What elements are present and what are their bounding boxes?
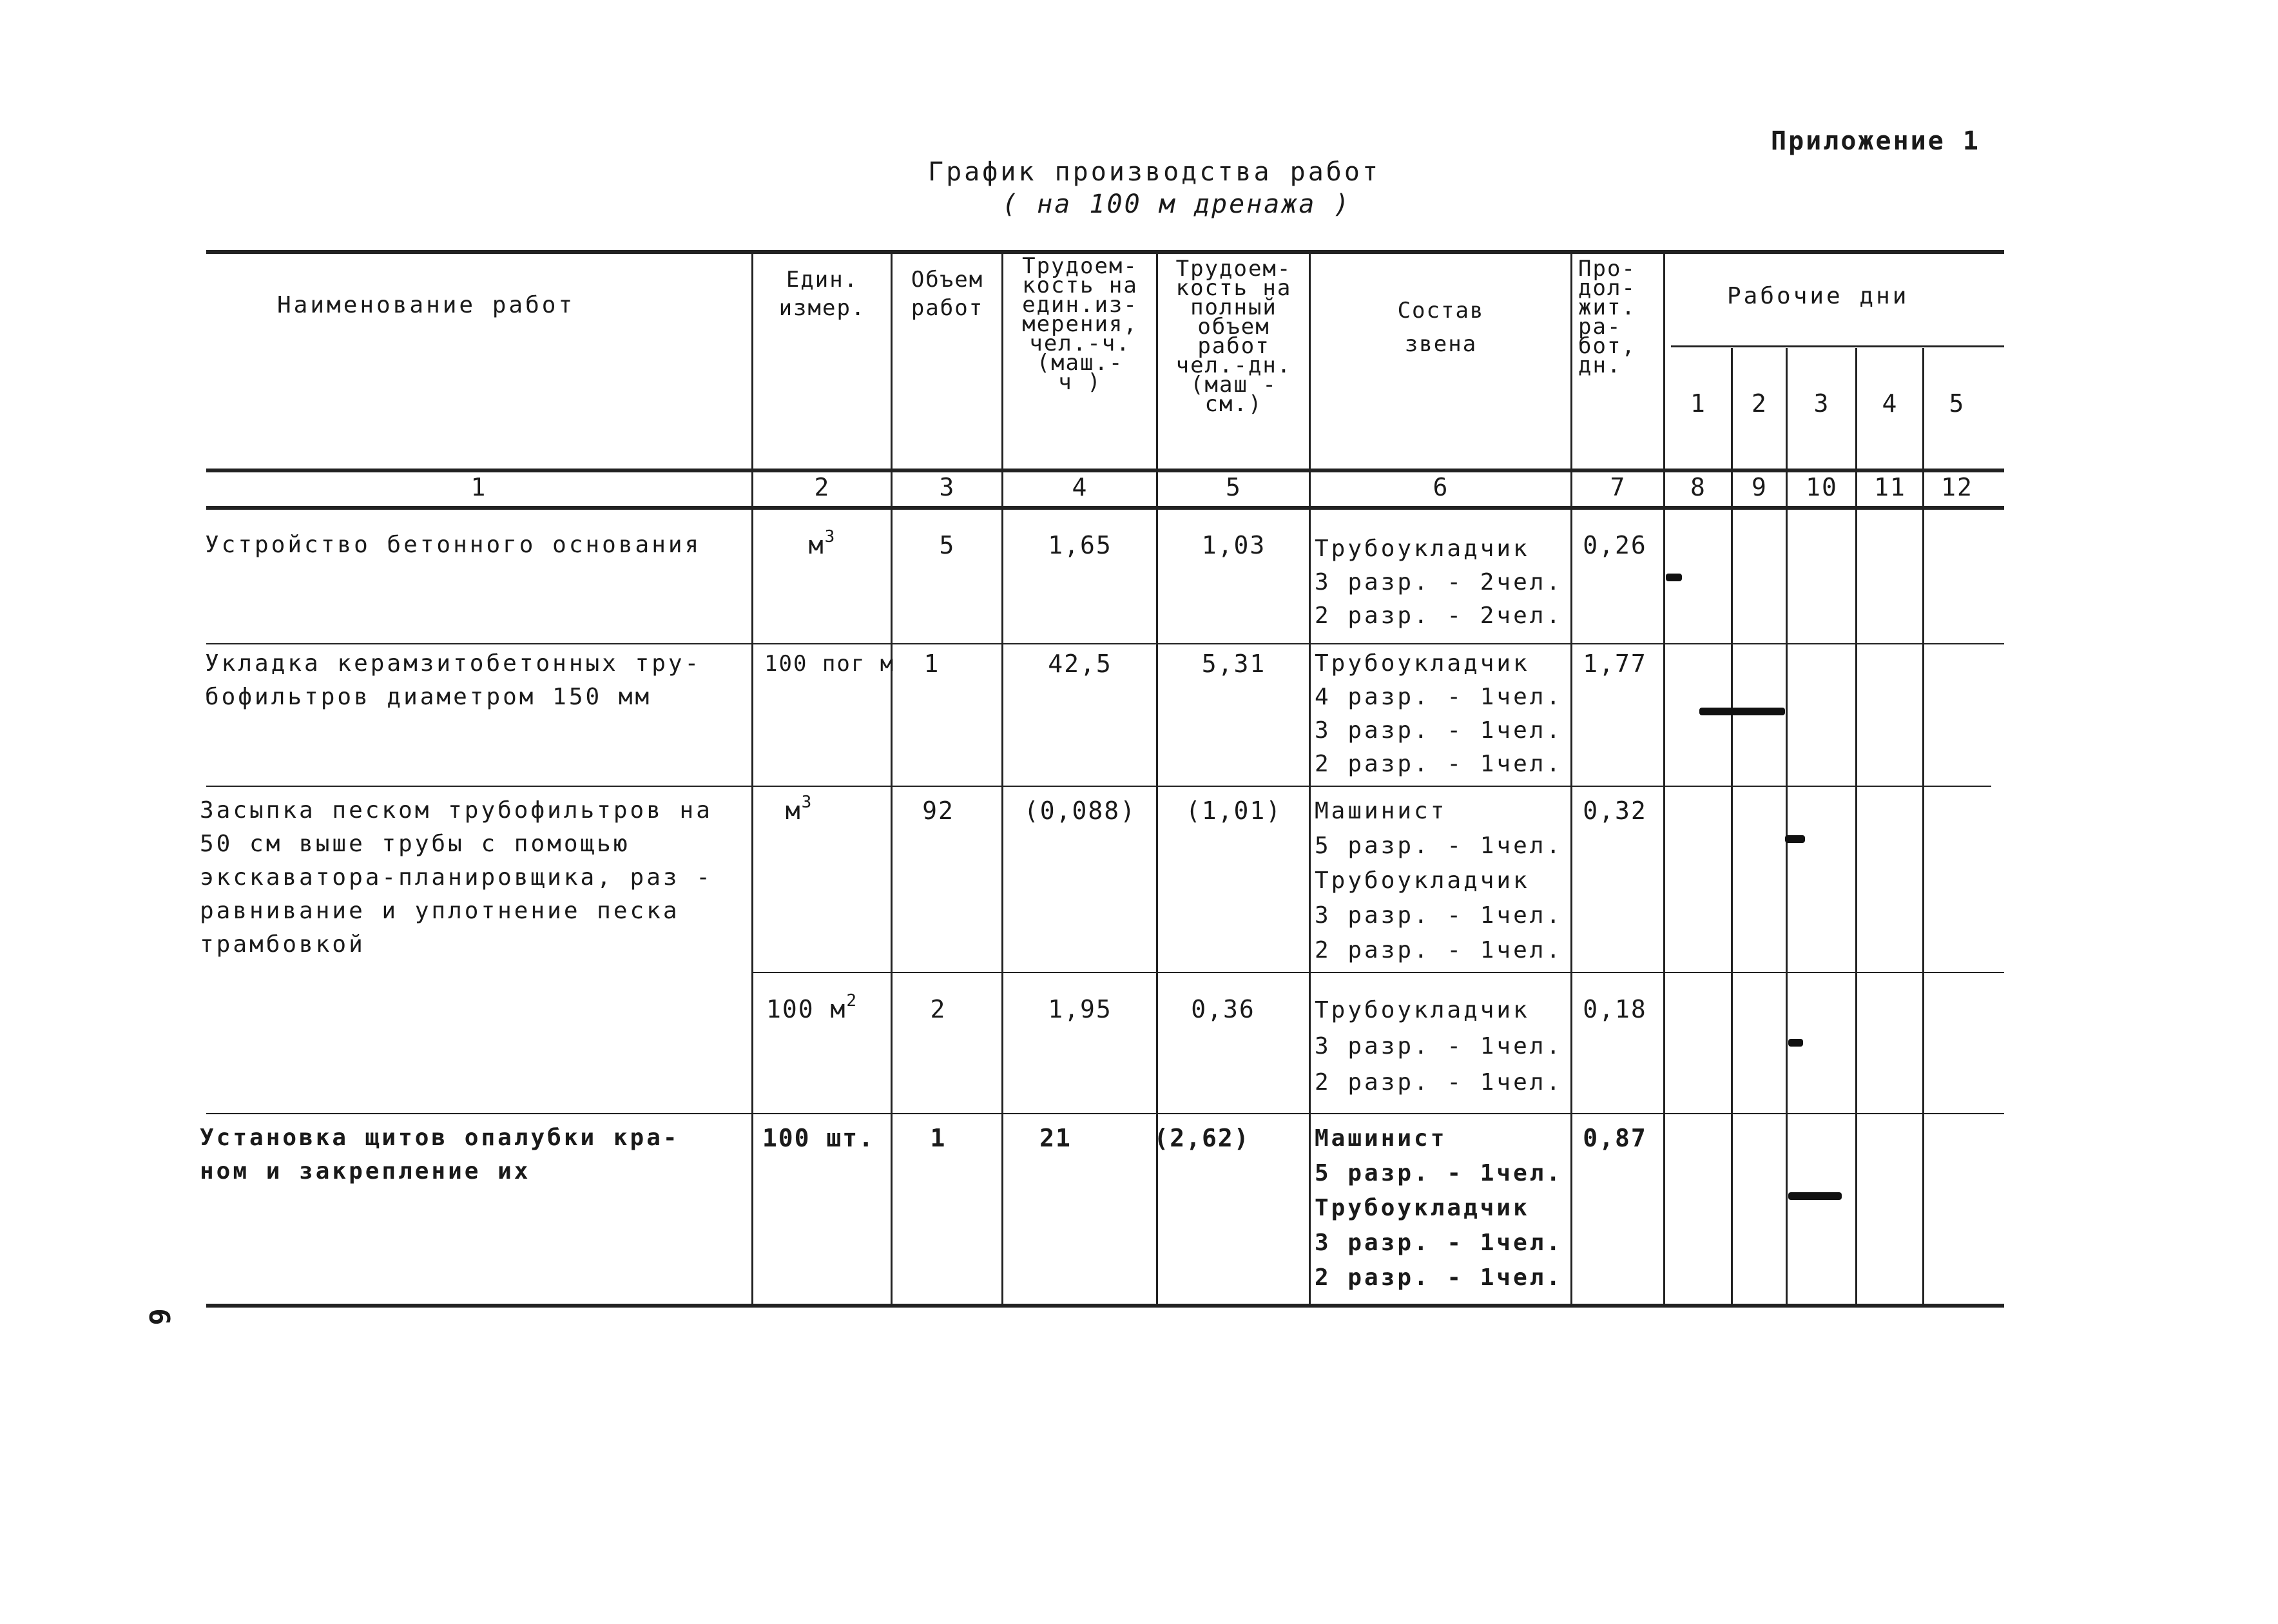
schedule-bar [1666,574,1682,581]
col-number: 10 [1806,473,1838,501]
col-number: 2 [814,473,831,501]
labor-unit-value: 21 [1039,1124,1072,1152]
duration-value: 0,87 [1583,1124,1647,1152]
schedule-bar [1785,835,1804,843]
labor-unit-value: (0,088) [1023,797,1137,825]
labor-total-value: (1,01) [1185,797,1282,825]
duration-value: 0,32 [1583,797,1647,825]
work-name: Укладка керамзитобетонных тру- бофильтров диаметром 150 мм [205,650,702,710]
unit-value: 100 пог м [764,651,895,677]
day-divider-3 [1855,348,1857,1306]
labor-unit-value: 1,65 [1048,531,1112,559]
row4-bottom-rule [206,1113,2004,1114]
col-number: 8 [1690,473,1706,501]
labor-total-value: 5,31 [1201,650,1266,678]
volume-value: 1 [930,1124,947,1152]
col-number: 7 [1610,473,1626,501]
col-divider-days [1663,253,1665,1306]
day-label: 2 [1752,389,1768,418]
duration-value: 0,18 [1583,995,1647,1023]
unit-value: $м^3$ [808,527,836,559]
col-number: 1 [470,473,487,501]
crew-composition: Трубоукладчик 3 разр. - 1чел. 2 разр. - 1чел. [1315,997,1563,1096]
header-duration: Про- дол- жит. ра- бот, дн. [1578,256,1636,378]
labor-total-value: 0,36 [1191,995,1255,1023]
labor-unit-value: 1,95 [1048,995,1112,1023]
header-volume: Объем работ [911,267,984,321]
col-divider-crew [1309,253,1311,1306]
col-number: 5 [1226,473,1242,501]
work-name: Засыпка песком трубофильтров на 50 см выше трубы с помощью экскаватора-планировщика, раз - равнивание и уплотнение песка трамбовкой [200,797,713,958]
page-number: 6 [142,1308,175,1326]
crew-composition: Трубоукладчик 3 разр. - 2чел. 2 разр. - 2чел. [1315,536,1563,629]
unit-value: 100 $м^2$ [766,991,858,1023]
col-divider-labor-unit [1001,253,1003,1306]
col-number: 9 [1752,473,1768,501]
work-name: Устройство бетонного основания [205,532,702,558]
schedule-bar [1788,1192,1842,1200]
header-labor-total: Трудоем- кость на полный объем работ чел.-дн. (маш - см.) [1175,256,1292,417]
header-crew: Состав звена [1397,298,1485,357]
schedule-bar [1788,1039,1803,1047]
day-divider-1 [1731,348,1733,1306]
numbers-bottom-rule [206,506,2004,510]
appendix-label: Приложение 1 [1771,126,1980,156]
crew-composition: Машинист 5 разр. - 1чел. Трубоукладчик 3 разр. - 1чел. 2 разр. - 1чел. [1315,798,1563,963]
labor-total-value: (2,62) [1153,1124,1250,1152]
day-divider-4 [1922,348,1924,1306]
work-name: Установка щитов опалубки кра- ном и закрепление их [200,1125,680,1184]
day-divider-2 [1786,348,1788,1306]
col-number: 6 [1433,473,1449,501]
day-label: 5 [1949,389,1965,418]
col-divider-unit [751,253,753,1306]
labor-total-value: 1,03 [1201,531,1266,559]
duration-value: 0,26 [1583,531,1647,559]
document-title: График производства работ [928,157,1381,187]
day-label: 1 [1690,389,1706,418]
volume-value: 92 [922,797,954,825]
unit-value: $м^3$ [785,793,813,825]
header-working-days: Рабочие дни [1727,283,1909,309]
day-label: 3 [1813,389,1830,418]
table-bottom-rule [206,1304,2004,1308]
volume-value: 1 [923,650,940,678]
volume-value: 5 [939,531,956,559]
col-number: 12 [1941,473,1973,501]
document-subtitle: ( на 100 м дренажа ) [1002,189,1351,219]
row2-bottom-rule [206,786,1991,787]
unit-value: 100 шт. [762,1124,875,1152]
day-label: 4 [1882,389,1898,418]
days-header-rule [1671,345,2004,347]
labor-unit-value: 42,5 [1048,650,1112,678]
header-labor-unit: Трудоем- кость на един.из- мерения, чел.-ч. (маш.- ч ) [1022,253,1138,395]
volume-value: 2 [930,995,947,1023]
row3-split-rule [751,972,2004,973]
header-unit: Един. измер. [778,267,866,321]
schedule-bar [1699,708,1785,715]
col-number: 3 [939,473,956,501]
col-divider-volume [891,253,893,1306]
col-number: 4 [1072,473,1088,501]
col-number: 11 [1874,473,1906,501]
col-divider-duration [1570,253,1572,1306]
row1-bottom-rule [206,643,2004,644]
duration-value: 1,77 [1583,650,1647,678]
crew-composition: Машинист 5 разр. - 1чел. Трубоукладчик 3 разр. - 1чел. 2 разр. - 1чел. [1315,1125,1563,1291]
header-work-name: Наименование работ [277,292,575,318]
crew-composition: Трубоукладчик 4 разр. - 1чел. 3 разр. - 1чел. 2 разр. - 1чел. [1315,650,1563,777]
